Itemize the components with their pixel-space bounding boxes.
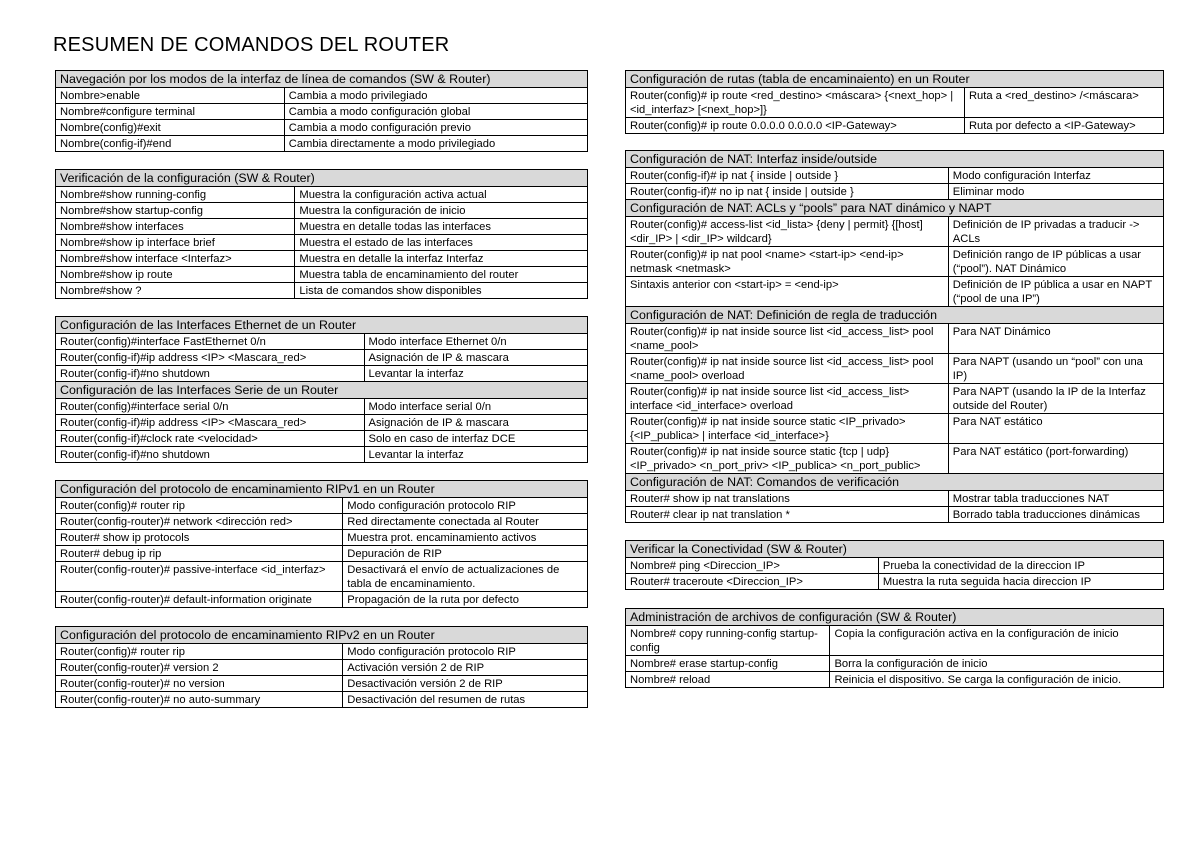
table-row	[56, 104, 588, 120]
command-table	[625, 540, 1164, 590]
command-cell: Nombre#show ip interface brief	[56, 235, 295, 251]
command-cell: Router(config-if)#no shutdown	[56, 366, 365, 382]
command-cell: Router(config)# ip nat inside source list <id_access_list> interface <id_interface> overload	[626, 384, 949, 414]
command-cell: Router(config)# ip nat pool <name> <start-ip> <end-ip> netmask <netmask>	[626, 247, 949, 277]
description-cell: Borra la configuración de inicio	[830, 656, 1164, 672]
description-cell: Cambia a modo configuración previo	[284, 120, 587, 136]
description-cell: Para NAT estático	[948, 414, 1163, 444]
command-cell: Router# show ip nat translations	[626, 491, 949, 507]
command-cell: Router(config)# ip nat inside source static {tcp | udp} <IP_privado> <n_port_priv> <IP_publica> <n_port_public>	[626, 444, 949, 474]
description-cell: Prueba la conectividad de la direccion IP	[878, 558, 1163, 574]
table-row	[56, 514, 588, 530]
table-row	[626, 507, 1164, 523]
table-row	[626, 324, 1164, 354]
table-row	[626, 384, 1164, 414]
command-cell: Nombre# copy running-config startup-config	[626, 626, 830, 656]
section-header: Navegación por los modos de la interfaz de línea de comandos (SW & Router)	[56, 71, 588, 88]
table-row	[626, 672, 1164, 688]
section-header: Configuración de NAT: Definición de regla de traducción	[626, 307, 1164, 324]
command-cell: Nombre# erase startup-config	[626, 656, 830, 672]
command-table	[55, 316, 588, 463]
section-header: Configuración de las Interfaces Ethernet de un Router	[56, 317, 588, 334]
section-header: Configuración del protocolo de encaminamiento RIPv1 en un Router	[56, 481, 588, 498]
table-row	[626, 217, 1164, 247]
table-row	[56, 431, 588, 447]
command-table	[55, 626, 588, 708]
command-cell: Router# traceroute <Direccion_IP>	[626, 574, 879, 590]
page-title: RESUMEN DE COMANDOS DEL ROUTER	[53, 34, 450, 56]
table-row	[56, 415, 588, 431]
description-cell: Muestra la ruta seguida hacia direccion IP	[878, 574, 1163, 590]
command-cell: Router(config-router)# no auto-summary	[56, 692, 343, 708]
table-row	[56, 219, 588, 235]
description-cell: Desactivación versión 2 de RIP	[343, 676, 588, 692]
table-row	[626, 247, 1164, 277]
table-row	[56, 120, 588, 136]
description-cell: Lista de comandos show disponibles	[295, 283, 588, 299]
table-row	[626, 118, 1164, 134]
command-cell: Router(config-router)# version 2	[56, 660, 343, 676]
table-row	[56, 251, 588, 267]
command-cell: Router(config)# ip nat inside source list <id_access_list> pool <name_pool>	[626, 324, 949, 354]
table-row	[56, 267, 588, 283]
section-header: Configuración de las Interfaces Serie de un Router	[56, 382, 588, 399]
command-cell: Nombre#show ?	[56, 283, 295, 299]
description-cell: Asignación de IP & mascara	[364, 415, 587, 431]
command-cell: Router(config)# access-list <id_lista> {deny | permit} {[host] <dir_IP> | <dir_IP> wildcard}	[626, 217, 949, 247]
command-cell: Router(config-if)# ip nat { inside | outside }	[626, 168, 949, 184]
table-row	[626, 414, 1164, 444]
description-cell: Red directamente conectada al Router	[343, 514, 588, 530]
description-cell: Definición rango de IP públicas a usar (“pool”). NAT Dinámico	[948, 247, 1163, 277]
command-cell: Router(config-if)#ip address <IP> <Mascara_red>	[56, 350, 365, 366]
command-cell: Nombre# ping <Direccion_IP>	[626, 558, 879, 574]
description-cell: Borrado tabla traducciones dinámicas	[948, 507, 1163, 523]
description-cell: Muestra en detalle todas las interfaces	[295, 219, 588, 235]
command-cell: Router(config)# router rip	[56, 498, 343, 514]
description-cell: Muestra tabla de encaminamiento del router	[295, 267, 588, 283]
description-cell: Modo interface serial 0/n	[364, 399, 587, 415]
description-cell: Modo configuración protocolo RIP	[343, 498, 588, 514]
command-cell: Nombre#show startup-config	[56, 203, 295, 219]
command-cell: Nombre(config-if)#end	[56, 136, 285, 152]
command-cell: Nombre#configure terminal	[56, 104, 285, 120]
description-cell: Mostrar tabla traducciones NAT	[948, 491, 1163, 507]
command-cell: Router# clear ip nat translation *	[626, 507, 949, 523]
description-cell: Reinicia el dispositivo. Se carga la configuración de inicio.	[830, 672, 1164, 688]
command-table	[55, 70, 588, 152]
table-row	[56, 447, 588, 463]
command-cell: Router(config-if)#ip address <IP> <Mascara_red>	[56, 415, 365, 431]
table-row	[56, 366, 588, 382]
command-cell: Router# show ip protocols	[56, 530, 343, 546]
command-cell: Router(config)# router rip	[56, 644, 343, 660]
section-header: Verificar la Conectividad (SW & Router)	[626, 541, 1164, 558]
table-row	[626, 558, 1164, 574]
command-cell: Router(config-if)# no ip nat { inside | outside }	[626, 184, 949, 200]
section-header: Verificación de la configuración (SW & Router)	[56, 170, 588, 187]
section-header: Configuración del protocolo de encaminamiento RIPv2 en un Router	[56, 627, 588, 644]
description-cell: Asignación de IP & mascara	[364, 350, 587, 366]
table-row	[56, 592, 588, 608]
description-cell: Depuración de RIP	[343, 546, 588, 562]
description-cell: Para NAPT (usando la IP de la Interfaz outside del Router)	[948, 384, 1163, 414]
description-cell: Muestra la configuración activa actual	[295, 187, 588, 203]
command-cell: Router(config-if)#clock rate <velocidad>	[56, 431, 365, 447]
command-cell: Router(config)#interface FastEthernet 0/n	[56, 334, 365, 350]
table-row	[56, 498, 588, 514]
right-column	[625, 70, 1164, 688]
table-row	[56, 399, 588, 415]
command-cell: Nombre#show running-config	[56, 187, 295, 203]
command-cell: Nombre# reload	[626, 672, 830, 688]
table-row	[626, 626, 1164, 656]
table-row	[56, 562, 588, 592]
table-row	[626, 277, 1164, 307]
left-column	[55, 70, 588, 708]
section-header: Configuración de NAT: Interfaz inside/outside	[626, 151, 1164, 168]
section-header: Configuración de NAT: Comandos de verificación	[626, 474, 1164, 491]
description-cell: Para NAT estático (port-forwarding)	[948, 444, 1163, 474]
description-cell: Eliminar modo	[948, 184, 1163, 200]
table-row	[56, 692, 588, 708]
description-cell: Para NAT Dinámico	[948, 324, 1163, 354]
table-row	[56, 187, 588, 203]
table-row	[56, 235, 588, 251]
description-cell: Levantar la interfaz	[364, 447, 587, 463]
command-cell: Router(config-router)# no version	[56, 676, 343, 692]
command-cell: Router(config)# ip nat inside source list <id_access_list> pool <name_pool> overload	[626, 354, 949, 384]
description-cell: Muestra el estado de las interfaces	[295, 235, 588, 251]
command-cell: Router# debug ip rip	[56, 546, 343, 562]
table-row	[626, 168, 1164, 184]
table-row	[56, 350, 588, 366]
description-cell: Cambia a modo configuración global	[284, 104, 587, 120]
description-cell: Cambia directamente a modo privilegiado	[284, 136, 587, 152]
description-cell: Desactivará el envío de actualizaciones de tabla de encaminamiento.	[343, 562, 588, 592]
command-table	[625, 150, 1164, 523]
description-cell: Propagación de la ruta por defecto	[343, 592, 588, 608]
description-cell: Cambia a modo privilegiado	[284, 88, 587, 104]
table-row	[56, 546, 588, 562]
command-cell: Nombre#show interface <Interfaz>	[56, 251, 295, 267]
command-table	[55, 480, 588, 608]
description-cell: Ruta a <red_destino> /<máscara>	[964, 88, 1163, 118]
table-row	[626, 656, 1164, 672]
command-table	[55, 169, 588, 299]
table-row	[56, 203, 588, 219]
command-cell: Router(config)#interface serial 0/n	[56, 399, 365, 415]
description-cell: Ruta por defecto a <IP-Gateway>	[964, 118, 1163, 134]
command-cell: Nombre>enable	[56, 88, 285, 104]
command-cell: Router(config)# ip route 0.0.0.0 0.0.0.0 <IP-Gateway>	[626, 118, 965, 134]
description-cell: Modo configuración protocolo RIP	[343, 644, 588, 660]
table-row	[56, 530, 588, 546]
table-row	[56, 283, 588, 299]
description-cell: Definición de IP privadas a traducir -> ACLs	[948, 217, 1163, 247]
table-row	[626, 184, 1164, 200]
table-row	[56, 136, 588, 152]
command-cell: Nombre#show ip route	[56, 267, 295, 283]
description-cell: Muestra en detalle la interfaz Interfaz	[295, 251, 588, 267]
table-row	[56, 88, 588, 104]
command-cell: Router(config)# ip nat inside source static <IP_privado> {<IP_publica> | interface <id_interface>}	[626, 414, 949, 444]
command-cell: Router(config-router)# network <dirección red>	[56, 514, 343, 530]
description-cell: Modo interface Ethernet 0/n	[364, 334, 587, 350]
description-cell: Desactivación del resumen de rutas	[343, 692, 588, 708]
command-cell: Router(config)# ip route <red_destino> <máscara> {<next_hop> | <id_interfaz> [<next_hop>]}	[626, 88, 965, 118]
table-row	[56, 676, 588, 692]
table-row	[626, 574, 1164, 590]
command-table	[625, 608, 1164, 688]
section-header: Administración de archivos de configuración (SW & Router)	[626, 609, 1164, 626]
command-cell: Router(config-router)# default-information originate	[56, 592, 343, 608]
command-cell: Nombre(config)#exit	[56, 120, 285, 136]
command-cell: Nombre#show interfaces	[56, 219, 295, 235]
section-header: Configuración de rutas (tabla de encaminaiento) en un Router	[626, 71, 1164, 88]
table-row	[626, 444, 1164, 474]
description-cell: Definición de IP pública a usar en NAPT (“pool de una IP”)	[948, 277, 1163, 307]
command-table	[625, 70, 1164, 134]
command-cell: Router(config-if)#no shutdown	[56, 447, 365, 463]
section-header: Configuración de NAT: ACLs y “pools” para NAT dinámico y NAPT	[626, 200, 1164, 217]
description-cell: Copia la configuración activa en la configuración de inicio	[830, 626, 1164, 656]
table-row	[626, 354, 1164, 384]
command-cell: Router(config-router)# passive-interface <id_interfaz>	[56, 562, 343, 592]
description-cell: Modo configuración Interfaz	[948, 168, 1163, 184]
description-cell: Muestra prot. encaminamiento activos	[343, 530, 588, 546]
description-cell: Levantar la interfaz	[364, 366, 587, 382]
table-row	[56, 660, 588, 676]
description-cell: Para NAPT (usando un “pool” con una IP)	[948, 354, 1163, 384]
table-row	[56, 644, 588, 660]
table-row	[56, 334, 588, 350]
table-row	[626, 88, 1164, 118]
description-cell: Muestra la configuración de inicio	[295, 203, 588, 219]
table-row	[626, 491, 1164, 507]
command-cell: Sintaxis anterior con <start-ip> = <end-ip>	[626, 277, 949, 307]
description-cell: Solo en caso de interfaz DCE	[364, 431, 587, 447]
description-cell: Activación versión 2 de RIP	[343, 660, 588, 676]
